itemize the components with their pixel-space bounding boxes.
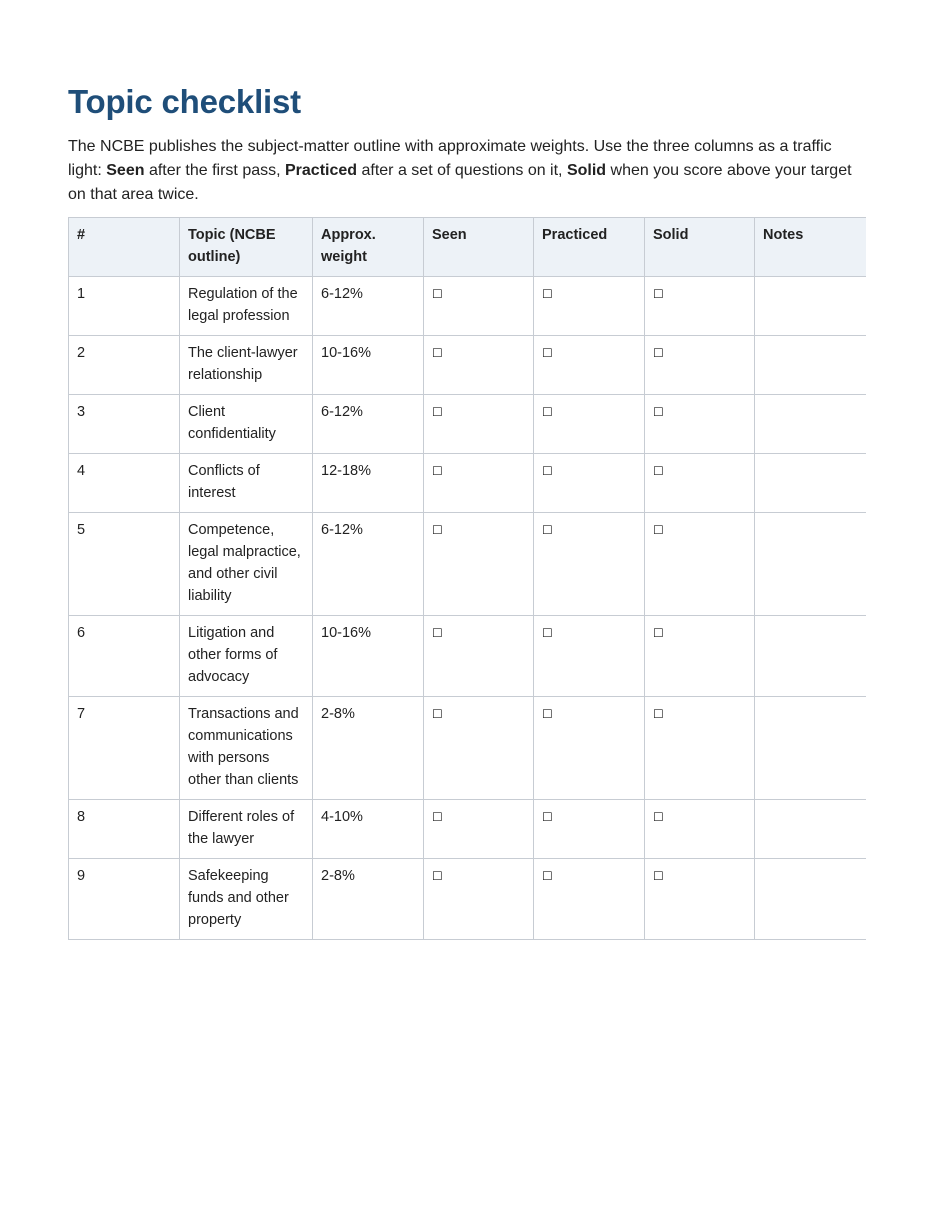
table-row (69, 513, 866, 616)
intro-text-2: after the first pass, (144, 162, 285, 179)
cell-topic-value: Transactions and communications with persons other than clients (188, 706, 299, 788)
cell-topic-value: Regulation of the legal profession (188, 286, 298, 324)
cell-topic (180, 454, 313, 513)
cell-weight-value: 2-8% (321, 868, 355, 884)
cell-weight-value: 6-12% (321, 286, 363, 302)
seen-checkbox-value[interactable]: ☐ (432, 523, 443, 537)
cell-notes[interactable] (755, 277, 866, 336)
cell-weight-value: 10-16% (321, 625, 371, 641)
cell-weight (313, 697, 424, 800)
cell-number (69, 859, 180, 940)
cell-number (69, 513, 180, 616)
cell-notes[interactable] (755, 513, 866, 616)
solid-checkbox[interactable] (645, 277, 755, 336)
cell-weight-value: 4-10% (321, 809, 363, 825)
header-practiced: Practiced (534, 218, 645, 277)
seen-checkbox-value[interactable]: ☐ (432, 346, 443, 360)
practiced-checkbox[interactable] (534, 616, 645, 697)
solid-checkbox-value[interactable]: ☐ (653, 346, 664, 360)
cell-topic-value: Competence, legal malpractice, and other civil liability (188, 522, 301, 604)
cell-notes[interactable] (755, 395, 866, 454)
solid-checkbox-value[interactable]: ☐ (653, 869, 664, 883)
cell-weight (313, 395, 424, 454)
solid-checkbox[interactable] (645, 800, 755, 859)
seen-checkbox-value[interactable]: ☐ (432, 707, 443, 721)
cell-weight (313, 454, 424, 513)
seen-checkbox[interactable] (424, 454, 534, 513)
seen-checkbox[interactable] (424, 616, 534, 697)
table-row (69, 859, 866, 940)
solid-checkbox[interactable] (645, 513, 755, 616)
intro-practiced-term: Practiced (285, 162, 358, 179)
practiced-checkbox-value[interactable]: ☐ (542, 523, 553, 537)
intro-seen-term: Seen (106, 162, 145, 179)
intro-text-1: The NCBE publishes the subject-matter outline with approximate weights. Use the three columns as a traffic light: (68, 138, 832, 179)
solid-checkbox[interactable] (645, 395, 755, 454)
cell-topic (180, 336, 313, 395)
header-notes: Notes (755, 218, 866, 277)
practiced-checkbox-value[interactable]: ☐ (542, 405, 553, 419)
cell-topic (180, 616, 313, 697)
cell-topic (180, 859, 313, 940)
seen-checkbox-value[interactable]: ☐ (432, 869, 443, 883)
cell-weight (313, 616, 424, 697)
cell-number-value: 4 (77, 463, 86, 479)
cell-number-value: 6 (77, 625, 86, 641)
header-number: # (69, 218, 180, 277)
seen-checkbox-value[interactable]: ☐ (432, 287, 443, 301)
header-topic: Topic (NCBE outline) (180, 218, 313, 277)
solid-checkbox[interactable] (645, 336, 755, 395)
cell-notes[interactable] (755, 616, 866, 697)
cell-weight-value: 10-16% (321, 345, 371, 361)
intro-text-4: when you score above your target on that area twice. (68, 162, 852, 203)
cell-number (69, 616, 180, 697)
intro-solid-term: Solid (566, 162, 607, 179)
cell-weight-value: 6-12% (321, 404, 363, 420)
cell-topic (180, 513, 313, 616)
practiced-checkbox-value[interactable]: ☐ (542, 346, 553, 360)
table-row (69, 336, 866, 395)
cell-topic-value: Different roles of the lawyer (188, 809, 295, 847)
cell-notes[interactable] (755, 454, 866, 513)
cell-number (69, 697, 180, 800)
cell-notes[interactable] (755, 697, 866, 800)
solid-checkbox[interactable] (645, 454, 755, 513)
practiced-checkbox-value[interactable]: ☐ (542, 464, 553, 478)
header-seen: Seen (424, 218, 534, 277)
cell-topic-value: Conflicts of interest (188, 463, 260, 501)
document-page (68, 82, 865, 940)
cell-weight (313, 859, 424, 940)
cell-topic (180, 277, 313, 336)
cell-weight (313, 513, 424, 616)
cell-weight-value: 6-12% (321, 522, 363, 538)
practiced-checkbox[interactable] (534, 277, 645, 336)
table-header-row (69, 218, 866, 277)
solid-checkbox-value[interactable]: ☐ (653, 464, 664, 478)
cell-notes[interactable] (755, 336, 866, 395)
solid-checkbox-value[interactable]: ☐ (653, 405, 664, 419)
intro-text-3: after a set of questions on it, (357, 162, 567, 179)
cell-number (69, 454, 180, 513)
cell-weight (313, 277, 424, 336)
practiced-checkbox[interactable] (534, 697, 645, 800)
practiced-checkbox-value[interactable]: ☐ (542, 626, 553, 640)
practiced-checkbox[interactable] (534, 454, 645, 513)
seen-checkbox[interactable] (424, 513, 534, 616)
cell-number-value: 7 (77, 706, 86, 722)
cell-number (69, 277, 180, 336)
practiced-checkbox[interactable] (534, 395, 645, 454)
cell-number-value: 9 (77, 868, 86, 884)
practiced-checkbox[interactable] (534, 513, 645, 616)
cell-notes[interactable] (755, 800, 866, 859)
table-row (69, 616, 866, 697)
cell-notes[interactable] (755, 859, 866, 940)
table-row (69, 454, 866, 513)
seen-checkbox[interactable] (424, 859, 534, 940)
cell-topic (180, 697, 313, 800)
cell-number (69, 395, 180, 454)
seen-checkbox[interactable] (424, 697, 534, 800)
header-solid: Solid (645, 218, 755, 277)
table-row (69, 277, 866, 336)
intro-paragraph (68, 135, 865, 207)
practiced-checkbox-value[interactable]: ☐ (542, 287, 553, 301)
seen-checkbox-value[interactable]: ☐ (432, 626, 443, 640)
cell-topic (180, 395, 313, 454)
seen-checkbox-value[interactable]: ☐ (432, 810, 443, 824)
solid-checkbox-value[interactable]: ☐ (653, 523, 664, 537)
practiced-checkbox-value[interactable]: ☐ (542, 707, 553, 721)
cell-weight-value: 12-18% (321, 463, 371, 479)
cell-weight-value: 2-8% (321, 706, 355, 722)
solid-checkbox[interactable] (645, 859, 755, 940)
cell-number-value: 5 (77, 522, 86, 538)
solid-checkbox[interactable] (645, 697, 755, 800)
seen-checkbox-value[interactable]: ☐ (432, 464, 443, 478)
solid-checkbox-value[interactable]: ☐ (653, 287, 664, 301)
cell-topic (180, 800, 313, 859)
practiced-checkbox[interactable] (534, 800, 645, 859)
cell-topic-value: Client confidentiality (188, 404, 276, 442)
solid-checkbox-value[interactable]: ☐ (653, 707, 664, 721)
cell-topic-value: The client-lawyer relationship (188, 345, 298, 383)
cell-number-value: 1 (77, 286, 86, 302)
solid-checkbox-value[interactable]: ☐ (653, 626, 664, 640)
cell-topic-value: Litigation and other forms of advocacy (188, 625, 278, 685)
table-row (69, 395, 866, 454)
cell-number (69, 800, 180, 859)
seen-checkbox[interactable] (424, 336, 534, 395)
seen-checkbox[interactable] (424, 395, 534, 454)
practiced-checkbox-value[interactable]: ☐ (542, 869, 553, 883)
cell-topic-value: Safekeeping funds and other property (188, 868, 289, 928)
page-title: Topic checklist (68, 83, 301, 120)
cell-weight (313, 800, 424, 859)
practiced-checkbox[interactable] (534, 859, 645, 940)
topic-checklist-table (68, 217, 866, 940)
table-row (69, 697, 866, 800)
seen-checkbox[interactable] (424, 277, 534, 336)
solid-checkbox-value[interactable]: ☐ (653, 810, 664, 824)
cell-number (69, 336, 180, 395)
cell-number-value: 3 (77, 404, 86, 420)
header-weight: Approx. weight (313, 218, 424, 277)
solid-checkbox[interactable] (645, 616, 755, 697)
table-row (69, 800, 866, 859)
cell-weight (313, 336, 424, 395)
seen-checkbox-value[interactable]: ☐ (432, 405, 443, 419)
cell-number-value: 8 (77, 809, 86, 825)
cell-number-value: 2 (77, 345, 86, 361)
practiced-checkbox-value[interactable]: ☐ (542, 810, 553, 824)
practiced-checkbox[interactable] (534, 336, 645, 395)
seen-checkbox[interactable] (424, 800, 534, 859)
